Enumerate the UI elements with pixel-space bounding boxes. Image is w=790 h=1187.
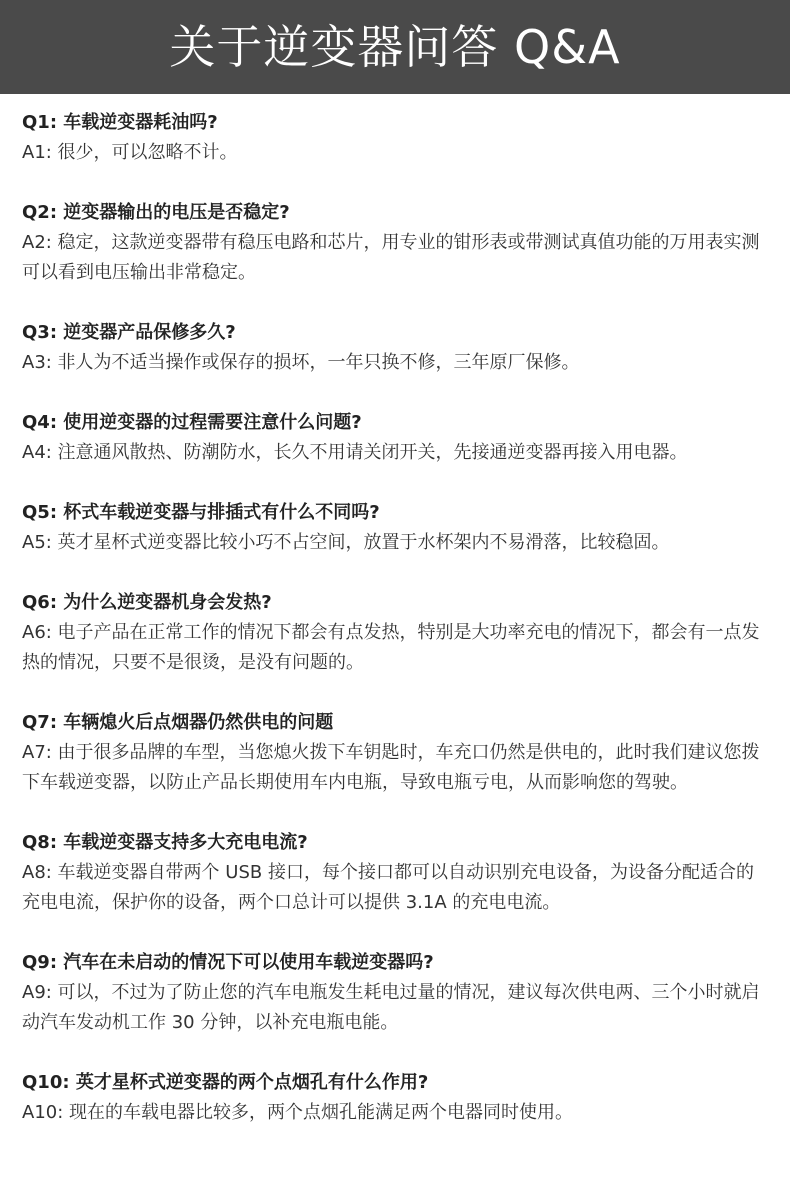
question-2: Q2: 逆变器输出的电压是否稳定? xyxy=(22,202,290,223)
qa-item-3 xyxy=(22,318,768,378)
answer-8: A8: 车载逆变器自带两个 USB 接口，每个接口都可以自动识别充电设备，为设备分配适合的充电电流，保护你的设备，两个口总计可以提供 3.1A 的充电电流。 xyxy=(22,862,754,913)
qa-item-4 xyxy=(22,408,768,468)
qa-item-5 xyxy=(22,498,768,558)
answer-9: A9: 可以，不过为了防止您的汽车电瓶发生耗电过量的情况，建议每次供电两、三个小时就启动汽车发动机工作 30 分钟，以补充电瓶电能。 xyxy=(22,982,760,1033)
answer-10: A10: 现在的车载电器比较多，两个点烟孔能满足两个电器同时使用。 xyxy=(22,1102,574,1123)
qa-list xyxy=(0,94,790,1128)
answer-4: A4: 注意通风散热、防潮防水，长久不用请关闭开关，先接通逆变器再接入用电器。 xyxy=(22,442,688,463)
question-7: Q7: 车辆熄火后点烟器仍然供电的问题 xyxy=(22,712,334,733)
qa-item-7 xyxy=(22,708,768,798)
question-6: Q6: 为什么逆变器机身会发热? xyxy=(22,592,272,613)
page-header xyxy=(0,0,790,94)
qa-item-10 xyxy=(22,1068,768,1128)
qa-item-8 xyxy=(22,828,768,918)
question-1: Q1: 车载逆变器耗油吗? xyxy=(22,112,218,133)
page-title: 关于逆变器问答 Q&A xyxy=(169,20,621,74)
qa-item-1 xyxy=(22,108,768,168)
answer-3: A3: 非人为不适当操作或保存的损坏，一年只换不修，三年原厂保修。 xyxy=(22,352,580,373)
question-9: Q9: 汽车在未启动的情况下可以使用车载逆变器吗? xyxy=(22,952,434,973)
qa-item-6 xyxy=(22,588,768,678)
question-8: Q8: 车载逆变器支持多大充电电流? xyxy=(22,832,308,853)
question-3: Q3: 逆变器产品保修多久? xyxy=(22,322,236,343)
question-10: Q10: 英才星杯式逆变器的两个点烟孔有什么作用? xyxy=(22,1072,429,1093)
question-5: Q5: 杯式车载逆变器与排插式有什么不同吗? xyxy=(22,502,380,523)
qa-item-9 xyxy=(22,948,768,1038)
answer-6: A6: 电子产品在正常工作的情况下都会有点发热，特别是大功率充电的情况下，都会有一点发热的情况，只要不是很烫，是没有问题的。 xyxy=(22,622,760,673)
qa-item-2 xyxy=(22,198,768,288)
answer-1: A1: 很少，可以忽略不计。 xyxy=(22,142,238,163)
question-4: Q4: 使用逆变器的过程需要注意什么问题? xyxy=(22,412,362,433)
answer-2: A2: 稳定，这款逆变器带有稳压电路和芯片，用专业的钳形表或带测试真值功能的万用表实测可以看到电压输出非常稳定。 xyxy=(22,232,760,283)
answer-7: A7: 由于很多品牌的车型，当您熄火拨下车钥匙时，车充口仍然是供电的，此时我们建议您拨下车载逆变器，以防止产品长期使用车内电瓶，导致电瓶亏电，从而影响您的驾驶。 xyxy=(22,742,760,793)
answer-5: A5: 英才星杯式逆变器比较小巧不占空间，放置于水杯架内不易滑落，比较稳固。 xyxy=(22,532,670,553)
